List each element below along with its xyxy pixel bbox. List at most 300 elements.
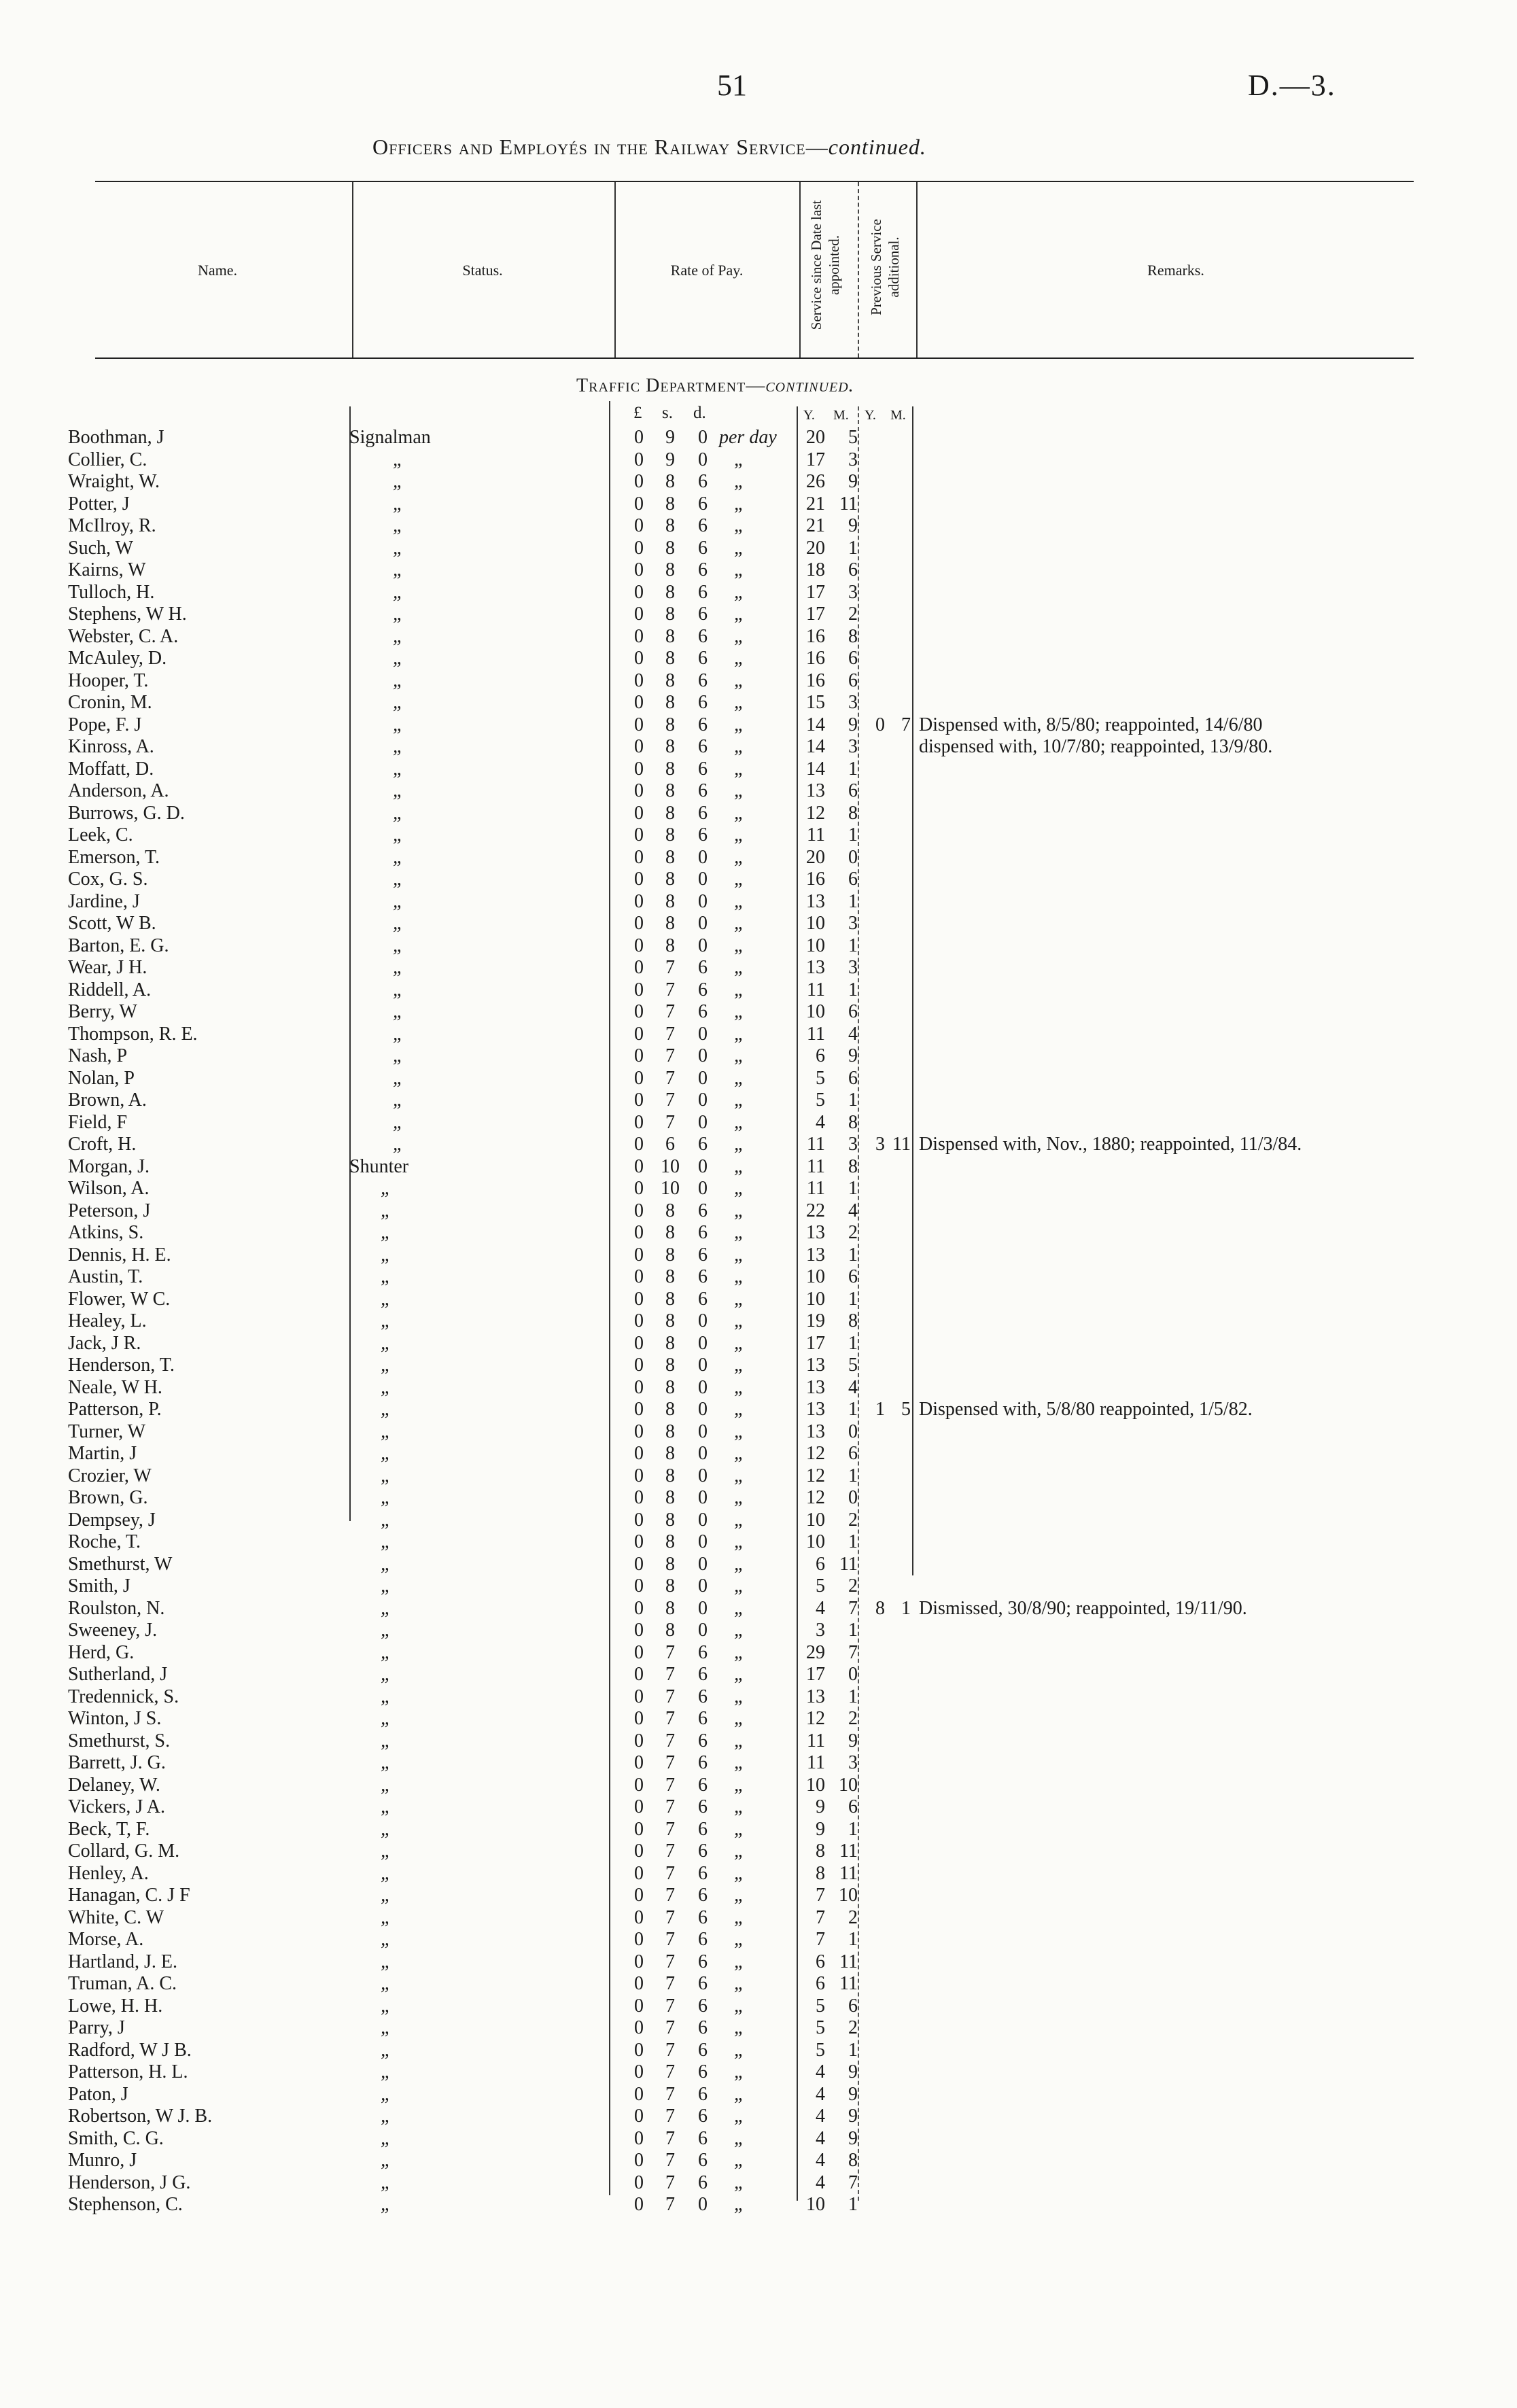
pay-shillings: 8: [665, 913, 675, 934]
pay-period: „: [734, 1730, 745, 1751]
pay-shillings: 8: [665, 1443, 675, 1464]
pay-shillings: 8: [665, 669, 675, 691]
service-months: 1: [848, 890, 858, 912]
pay-pounds: 0: [634, 913, 644, 934]
pay-pounds: 0: [634, 1266, 644, 1287]
previous-years: 1: [875, 1399, 885, 1420]
service-months: 7: [848, 2171, 858, 2193]
table-row: [0, 979, 1517, 1002]
pay-period: „: [734, 493, 745, 514]
employee-name: Kairns, W: [68, 559, 146, 580]
pay-pence: 6: [698, 515, 708, 536]
service-months: 3: [848, 736, 858, 757]
table-row: [0, 1200, 1517, 1223]
service-months: 0: [848, 1664, 858, 1685]
table-row: [0, 449, 1517, 472]
remarks-text: Dispensed with, 5/8/80 reappointed, 1/5/82.: [919, 1399, 1253, 1420]
pay-pounds: 0: [634, 758, 644, 780]
employee-name: Hooper, T.: [68, 669, 149, 691]
pay-pounds: 0: [634, 1840, 644, 1862]
service-months: 6: [848, 1796, 858, 1817]
employee-status: „: [381, 1995, 391, 2017]
employee-status: „: [393, 1111, 404, 1133]
service-months: 6: [848, 780, 858, 801]
service-years: 10: [806, 1509, 825, 1531]
pay-period: „: [734, 2106, 745, 2127]
pay-shillings: 7: [665, 2017, 675, 2038]
pay-period: „: [734, 2039, 745, 2061]
pay-shillings: 8: [665, 1553, 675, 1575]
service-column-header-text: Service since Date last appointed.: [808, 200, 842, 330]
employee-name: Scott, W B.: [68, 913, 156, 934]
employee-status: „: [393, 1089, 404, 1111]
employee-status: „: [393, 1023, 404, 1045]
table-row: [0, 2061, 1517, 2084]
pay-pence: 6: [698, 1641, 708, 1663]
employee-name: Crozier, W: [68, 1465, 152, 1486]
service-months: 6: [848, 1266, 858, 1287]
service-months: 1: [848, 935, 858, 956]
pay-shillings: 7: [665, 1641, 675, 1663]
service-years: 12: [806, 802, 825, 824]
pay-period: „: [734, 1288, 745, 1310]
pay-shillings: 7: [665, 1730, 675, 1751]
service-months: 0: [848, 1420, 858, 1442]
pay-period: „: [734, 2127, 745, 2149]
service-years: 11: [807, 979, 825, 1000]
pay-shillings: 7: [665, 1708, 675, 1729]
pay-pence: 6: [698, 1134, 708, 1155]
employee-name: Wilson, A.: [68, 1178, 150, 1199]
employee-name: Herd, G.: [68, 1641, 135, 1663]
employee-status: „: [381, 1730, 391, 1751]
employee-status: „: [381, 1178, 391, 1199]
service-months: 1: [848, 824, 858, 845]
table-row: [0, 1068, 1517, 1090]
employee-status: „: [381, 1531, 391, 1552]
pay-period: „: [734, 1244, 745, 1266]
service-years: 13: [806, 1399, 825, 1420]
employee-status: „: [381, 1575, 391, 1596]
pay-shillings: 7: [665, 1995, 675, 2017]
employee-status: „: [393, 559, 404, 580]
employee-status: „: [381, 2150, 391, 2171]
pay-period: „: [734, 1509, 745, 1531]
pay-pounds: 0: [634, 2017, 644, 2038]
pay-pence: 0: [698, 1155, 708, 1177]
service-years: 4: [816, 2061, 825, 2082]
service-years: 11: [807, 1134, 825, 1155]
service-months: 1: [848, 2194, 858, 2215]
pay-period: „: [734, 1553, 745, 1575]
previous-months: 5: [901, 1399, 911, 1420]
service-months: 1: [848, 1288, 858, 1310]
pay-pounds: 0: [634, 1178, 644, 1199]
service-years: 20: [806, 846, 825, 868]
pay-shillings: 8: [665, 1420, 675, 1442]
service-years: 10: [806, 913, 825, 934]
employee-name: Delaney, W.: [68, 1774, 160, 1796]
pay-shillings: 7: [665, 1973, 675, 1994]
pay-shillings: 7: [665, 1796, 675, 1817]
pay-pence: 0: [698, 1045, 708, 1066]
employee-name: Turner, W: [68, 1420, 145, 1442]
pay-pounds: 0: [634, 2127, 644, 2149]
pay-shillings: 7: [665, 2127, 675, 2149]
pay-period: „: [734, 1200, 745, 1221]
service-years: 6: [816, 1553, 825, 1575]
pay-period: „: [734, 1155, 745, 1177]
employee-name: Kinross, A.: [68, 736, 154, 757]
table-row: [0, 1620, 1517, 1642]
service-months: 0: [848, 1487, 858, 1508]
employee-status: „: [381, 2017, 391, 2038]
pay-period: „: [734, 1443, 745, 1464]
pay-shillings: 7: [665, 2171, 675, 2193]
pay-shillings: 8: [665, 1310, 675, 1331]
table-row: [0, 582, 1517, 604]
remarks-text: Dispensed with, Nov., 1880; reappointed, 11/3/84.: [919, 1134, 1302, 1155]
service-years: 16: [806, 669, 825, 691]
service-years: 13: [806, 957, 825, 978]
pay-pence: 0: [698, 1620, 708, 1641]
pay-pounds: 0: [634, 648, 644, 669]
pay-pence: 6: [698, 714, 708, 735]
table-row: [0, 2150, 1517, 2172]
service-months: 1: [848, 1178, 858, 1199]
pay-pounds: 0: [634, 2039, 644, 2061]
pay-shillings: 8: [665, 824, 675, 845]
employee-status: „: [381, 2127, 391, 2149]
table-row: [0, 2017, 1517, 2040]
service-years: 4: [816, 1597, 825, 1619]
employee-name: Berry, W: [68, 1001, 137, 1022]
employee-status: „: [393, 979, 404, 1000]
table-row: [0, 803, 1517, 825]
service-years: 7: [816, 1929, 825, 1950]
pay-shillings: 6: [665, 1134, 675, 1155]
employee-name: Healey, L.: [68, 1310, 147, 1331]
employee-status: „: [381, 2061, 391, 2082]
pay-pence: 6: [698, 979, 708, 1000]
employee-status: „: [381, 1399, 391, 1420]
pay-period: „: [734, 1001, 745, 1022]
employee-name: Flower, W C.: [68, 1288, 171, 1310]
employee-status: „: [381, 1597, 391, 1619]
service-years: 3: [816, 1620, 825, 1641]
pay-shillings: 8: [665, 1487, 675, 1508]
pay-pence: 6: [698, 1973, 708, 1994]
pay-shillings: 10: [661, 1155, 680, 1177]
employee-status: „: [393, 1045, 404, 1066]
table-row: [0, 1310, 1517, 1333]
service-years: 5: [816, 2017, 825, 2038]
table-row: [0, 2172, 1517, 2195]
pay-pounds: 0: [634, 2106, 644, 2127]
employee-name: Barrett, J. G.: [68, 1752, 166, 1773]
service-years: 13: [806, 1244, 825, 1266]
pay-period: „: [734, 780, 745, 801]
table-row: [0, 1222, 1517, 1244]
employee-name: Smith, J: [68, 1575, 130, 1596]
service-months: 1: [848, 1244, 858, 1266]
table-row: [0, 847, 1517, 869]
employee-name: Stephens, W H.: [68, 604, 187, 625]
service-months: 6: [848, 648, 858, 669]
service-months: 3: [848, 1134, 858, 1155]
pay-pounds: 0: [634, 1906, 644, 1928]
pay-pence: 0: [698, 869, 708, 890]
pay-period: „: [734, 1487, 745, 1508]
page-title: [372, 135, 926, 160]
table-row: [0, 1510, 1517, 1532]
pay-pence: 6: [698, 669, 708, 691]
employee-status: Shunter: [349, 1155, 409, 1177]
employee-name: Morse, A.: [68, 1929, 144, 1950]
pay-period: „: [734, 1752, 745, 1773]
pay-shillings: 8: [665, 559, 675, 580]
pay-shillings: 7: [665, 2083, 675, 2105]
pay-pence: 6: [698, 1840, 708, 1862]
table-row: [0, 869, 1517, 891]
pay-pounds: 0: [634, 1575, 644, 1596]
pay-period: „: [734, 1111, 745, 1133]
service-months: 9: [848, 1045, 858, 1066]
employee-name: Anderson, A.: [68, 780, 169, 801]
service-months: 8: [848, 2150, 858, 2171]
service-years: 20: [806, 537, 825, 559]
pay-period: „: [734, 1067, 745, 1089]
pay-pence: 0: [698, 1509, 708, 1531]
pay-pounds: 0: [634, 625, 644, 647]
pay-period: „: [734, 1420, 745, 1442]
employee-status: „: [381, 1288, 391, 1310]
pay-pounds: 0: [634, 1443, 644, 1464]
employee-status: „: [393, 625, 404, 647]
pay-pence: 0: [698, 1332, 708, 1354]
service-months: 8: [848, 802, 858, 824]
pay-pence: 6: [698, 1796, 708, 1817]
service-months: 1: [848, 758, 858, 780]
employee-status: „: [381, 1752, 391, 1773]
pay-pounds: 0: [634, 537, 644, 559]
pay-period: „: [734, 957, 745, 978]
employee-name: Sweeney, J.: [68, 1620, 158, 1641]
employee-status: „: [393, 736, 404, 757]
table-row: [0, 2084, 1517, 2106]
pay-shillings: 8: [665, 846, 675, 868]
pay-pounds: 0: [634, 1553, 644, 1575]
service-years: 7: [816, 1906, 825, 1928]
pay-period: „: [734, 1045, 745, 1066]
pay-pounds: 0: [634, 2194, 644, 2215]
table-row: [0, 427, 1517, 449]
pay-period: „: [734, 1774, 745, 1796]
service-years: 17: [806, 1664, 825, 1685]
remarks-column-header: Remarks.: [1147, 262, 1204, 279]
pay-pounds: 0: [634, 1420, 644, 1442]
pay-shillings: 8: [665, 780, 675, 801]
pay-pounds: 0: [634, 1620, 644, 1641]
pay-period: „: [734, 471, 745, 492]
pay-shillings: 8: [665, 736, 675, 757]
employee-name: Patterson, P.: [68, 1399, 162, 1420]
pay-pence: 6: [698, 2127, 708, 2149]
pay-shillings: 9: [665, 427, 675, 448]
table-row: [0, 1973, 1517, 1995]
pay-pounds: 0: [634, 1951, 644, 1972]
employee-name: Cronin, M.: [68, 692, 152, 713]
pay-shillings: 8: [665, 1266, 675, 1287]
service-years: 5: [816, 1067, 825, 1089]
employee-status: „: [393, 604, 404, 625]
employee-name: Henderson, J G.: [68, 2171, 191, 2193]
service-years: 4: [816, 2106, 825, 2127]
table-row: [0, 824, 1517, 847]
pay-shillings: 8: [665, 1575, 675, 1596]
service-months: 3: [848, 581, 858, 603]
pay-pence: 0: [698, 1355, 708, 1376]
employee-status: „: [381, 1355, 391, 1376]
employee-name: Leek, C.: [68, 824, 133, 845]
service-years: 13: [806, 890, 825, 912]
employee-name: Hartland, J. E.: [68, 1951, 177, 1972]
service-years: 10: [806, 1001, 825, 1022]
table-row: [0, 559, 1517, 582]
employee-name: Dempsey, J: [68, 1509, 156, 1531]
service-years: 21: [806, 493, 825, 514]
pay-pence: 0: [698, 913, 708, 934]
pay-period: „: [734, 1355, 745, 1376]
table-row: [0, 1244, 1517, 1267]
previous-months: 1: [901, 1597, 911, 1619]
service-years: 26: [806, 471, 825, 492]
employee-status: „: [393, 581, 404, 603]
employee-name: Jack, J R.: [68, 1332, 141, 1354]
pay-pounds: 0: [634, 2171, 644, 2193]
table-row: [0, 2040, 1517, 2062]
service-years: 6: [816, 1973, 825, 1994]
employee-name: Barton, E. G.: [68, 935, 169, 956]
pay-pence: 0: [698, 1487, 708, 1508]
service-years: 13: [806, 1420, 825, 1442]
service-years: 11: [807, 824, 825, 845]
employee-status: „: [381, 1840, 391, 1862]
employee-status: „: [381, 1376, 391, 1398]
pay-pounds: 0: [634, 692, 644, 713]
service-years: 16: [806, 648, 825, 669]
pay-shillings: 7: [665, 1818, 675, 1840]
pay-shillings: 8: [665, 537, 675, 559]
service-years: 9: [816, 1818, 825, 1840]
table-row: [0, 1995, 1517, 2018]
employee-status: „: [381, 1885, 391, 1906]
pay-pence: 6: [698, 1906, 708, 1928]
pay-pence: 6: [698, 758, 708, 780]
employee-name: Peterson, J: [68, 1200, 151, 1221]
employee-name: McIlroy, R.: [68, 515, 156, 536]
pay-pence: 6: [698, 471, 708, 492]
previous-years: 0: [875, 714, 885, 735]
pay-pounds: 0: [634, 846, 644, 868]
service-years: 4: [816, 2150, 825, 2171]
employee-status: „: [381, 1420, 391, 1442]
service-months: 3: [848, 957, 858, 978]
pay-shillings: 7: [665, 1089, 675, 1111]
table-row: [0, 758, 1517, 781]
pay-pounds: 0: [634, 1752, 644, 1773]
pay-pence: 6: [698, 648, 708, 669]
table-row: [0, 626, 1517, 648]
pay-period: per day: [719, 427, 777, 448]
pay-pounds: 0: [634, 1818, 644, 1840]
pay-pence: 6: [698, 1288, 708, 1310]
pay-shillings: 7: [665, 1885, 675, 1906]
pay-period: „: [734, 824, 745, 845]
employee-name: McAuley, D.: [68, 648, 167, 669]
table-row: [0, 2194, 1517, 2216]
employee-status: „: [381, 1222, 391, 1243]
service-years: 10: [806, 2194, 825, 2215]
table-row: [0, 515, 1517, 538]
pay-shillings: 8: [665, 758, 675, 780]
employee-name: Sutherland, J: [68, 1664, 168, 1685]
pay-shillings: 7: [665, 1045, 675, 1066]
employee-name: Nash, P: [68, 1045, 128, 1066]
pay-shillings: 7: [665, 957, 675, 978]
pay-period: „: [734, 1818, 745, 1840]
pay-pounds: 0: [634, 493, 644, 514]
pay-shillings: 8: [665, 604, 675, 625]
employee-name: Tredennick, S.: [68, 1686, 179, 1707]
table-row: [0, 648, 1517, 670]
pay-period: „: [734, 537, 745, 559]
employee-name: Nolan, P: [68, 1067, 135, 1089]
employee-name: Parry, J: [68, 2017, 125, 2038]
service-months: 9: [848, 2083, 858, 2105]
service-months: 7: [848, 1641, 858, 1663]
employee-name: Croft, H.: [68, 1134, 137, 1155]
pay-shillings: 8: [665, 1244, 675, 1266]
pay-shillings: 8: [665, 1200, 675, 1221]
pay-shillings: 8: [665, 1332, 675, 1354]
service-months: 2: [848, 1575, 858, 1596]
table-row: [0, 1664, 1517, 1686]
header-bottom-rule: [95, 357, 1414, 359]
service-years: 5: [816, 1575, 825, 1596]
employee-name: Wear, J H.: [68, 957, 147, 978]
pay-pence: 6: [698, 692, 708, 713]
service-years: 4: [816, 2171, 825, 2193]
pay-pence: 6: [698, 625, 708, 647]
pay-pounds: 0: [634, 1023, 644, 1045]
service-years: 10: [806, 1531, 825, 1552]
pay-shillings: 7: [665, 1001, 675, 1022]
service-years: 9: [816, 1796, 825, 1817]
pay-shillings: 8: [665, 802, 675, 824]
remarks-text: Dismissed, 30/8/90; reappointed, 19/11/90.: [919, 1597, 1247, 1619]
table-row: [0, 1642, 1517, 1664]
service-months: 11: [839, 1553, 858, 1575]
pay-shillings: 8: [665, 1465, 675, 1486]
pay-pounds: 0: [634, 1111, 644, 1133]
service-months: 3: [848, 692, 858, 713]
service-months-unit: M.: [833, 408, 849, 423]
pay-pence: 0: [698, 1575, 708, 1596]
employee-name: Atkins, S.: [68, 1222, 144, 1243]
pay-pence: 6: [698, 537, 708, 559]
employee-name: Tulloch, H.: [68, 581, 155, 603]
